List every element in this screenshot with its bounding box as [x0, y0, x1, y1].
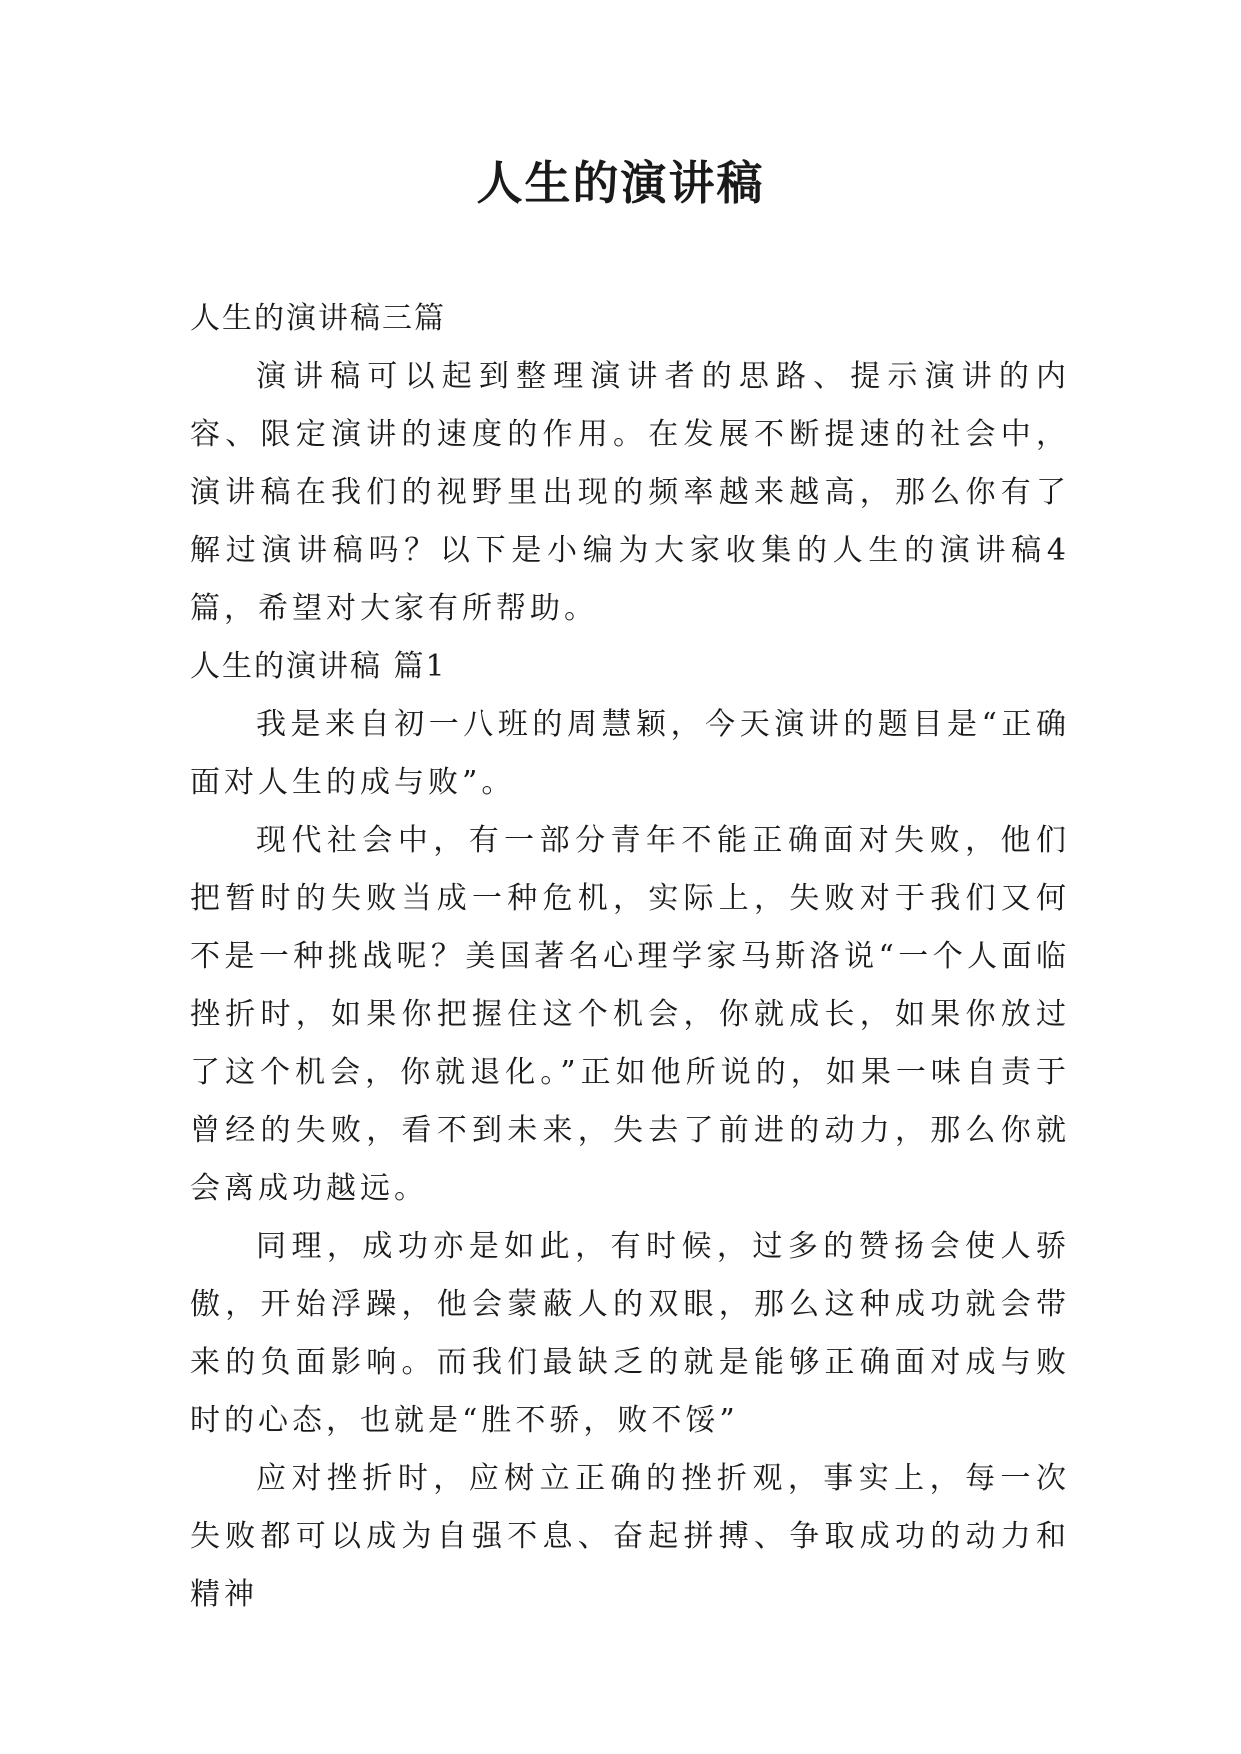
document-subtitle: 人生的演讲稿三篇	[190, 301, 446, 336]
intro-paragraph: 演讲稿可以起到整理演讲者的思路、提示演讲的内容、限定演讲的速度的作用。在发展不断提速的社会中，演讲稿在我们的视野里出现的频率越来越高，那么你有了解过演讲稿吗？以下是小编为大家收集的人生的演讲稿4篇，希望对大家有所帮助。	[190, 359, 1070, 626]
body-paragraph-4: 应对挫折时，应树立正确的挫折观，事实上，每一次失败都可以成为自强不息、奋起拼搏、争取成功的动力和精神	[190, 1461, 1070, 1612]
document-body	[190, 290, 1070, 1624]
body-paragraph-2: 现代社会中，有一部分青年不能正确面对失败，他们把暂时的失败当成一种危机，实际上，失败对于我们又何不是一种挑战呢？美国著名心理学家马斯洛说“一个人面临挫折时，如果你把握住这个机会，你就成长，如果你放过了这个机会，你就退化。”正如他所说的，如果一味自责于曾经的失败，看不到未来，失去了前进的动力，那么你就会离成功越远。	[190, 823, 1070, 1206]
body-paragraph-3: 同理，成功亦是如此，有时候，过多的赞扬会使人骄傲，开始浮躁，他会蒙蔽人的双眼，那么这种成功就会带来的负面影响。而我们最缺乏的就是能够正确面对成与败时的心态，也就是“胜不骄，败不馁”	[190, 1229, 1070, 1438]
body-paragraph-1: 我是来自初一八班的周慧颖，今天演讲的题目是“正确面对人生的成与败”。	[190, 707, 1070, 800]
section-heading: 人生的演讲稿 篇1	[190, 649, 447, 684]
document-title: 人生的演讲稿	[476, 156, 765, 210]
